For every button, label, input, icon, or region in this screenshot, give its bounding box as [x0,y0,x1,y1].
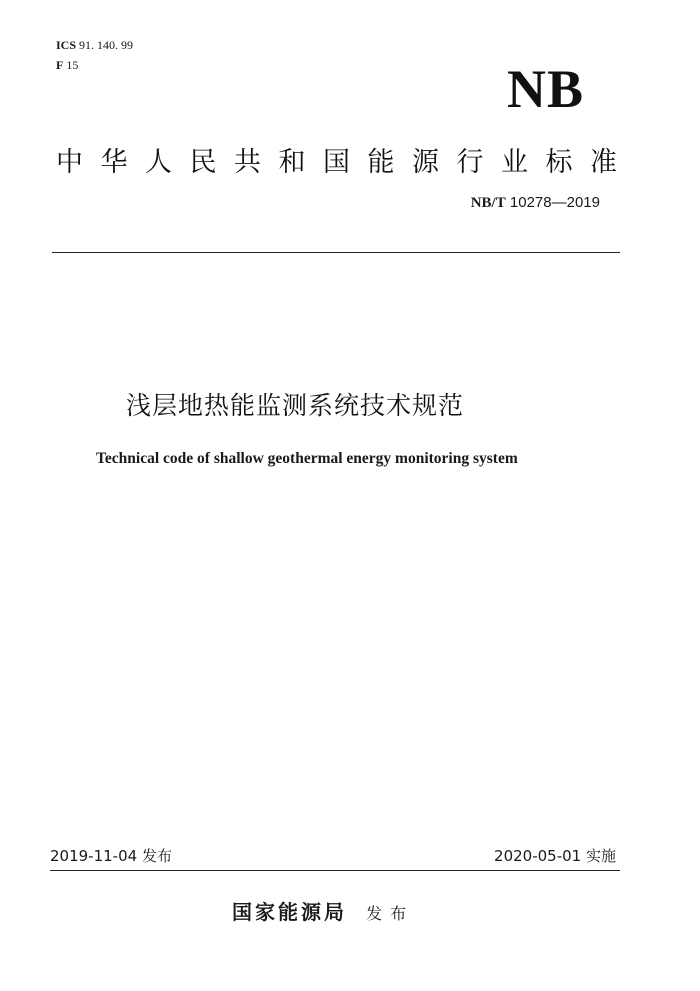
publisher-action: 发布 [366,904,415,923]
standard-code: NB/T [470,195,506,211]
bottom-divider [50,870,620,871]
ccs-code: 15 [66,58,79,72]
title-chinese: 浅层地热能监测系统技术规范 [126,391,465,420]
ccs-label: F [56,58,64,72]
ccs-classification [56,58,78,73]
standard-type-heading: 中华人民共和国能源行业标准 [56,147,635,178]
standard-number-value: 10278—2019 [509,194,600,211]
ics-label: ICS [56,38,77,52]
standard-number [471,194,600,212]
ics-classification [56,38,133,53]
implementation-date: 2020-05-01 实施 [494,847,616,865]
top-divider [52,252,620,253]
publisher-org: 国家能源局 [232,900,347,924]
title-english: Technical code of shallow geothermal energy monitoring system [96,450,518,467]
nb-logo: NB [506,59,584,119]
publisher [232,896,414,925]
ics-code: 91. 140. 99 [79,38,134,52]
issue-date: 2019-11-04 发布 [50,847,172,865]
